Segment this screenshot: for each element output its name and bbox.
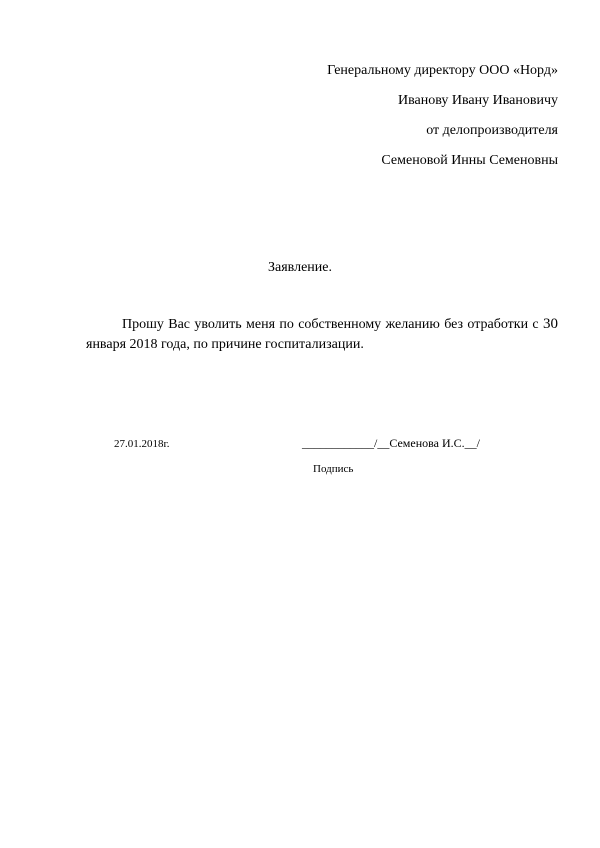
body-text-part2: января 2018 года, по причине госпитализации.: [86, 337, 364, 352]
addressee-line-director: Генеральному директору ООО «Норд»: [327, 63, 558, 78]
document-date: 27.01.2018г.: [114, 438, 170, 450]
addressee-line-sender: Семеновой Инны Семеновны: [381, 153, 558, 168]
addressee-line-from: от делопроизводителя: [426, 123, 558, 138]
body-text-part1: Прошу Вас уволить меня по собственному желанию без отработки с: [122, 317, 543, 332]
signature-caption: Подпись: [313, 463, 354, 475]
document-title: Заявление.: [268, 260, 332, 275]
document-body: [86, 314, 558, 355]
addressee-line-name: Иванову Ивану Ивановичу: [397, 93, 558, 108]
signature-line: ____________/__Семенова И.С.__/: [302, 436, 480, 450]
addressee-block: [258, 56, 558, 176]
body-text-number: 30: [543, 316, 558, 332]
